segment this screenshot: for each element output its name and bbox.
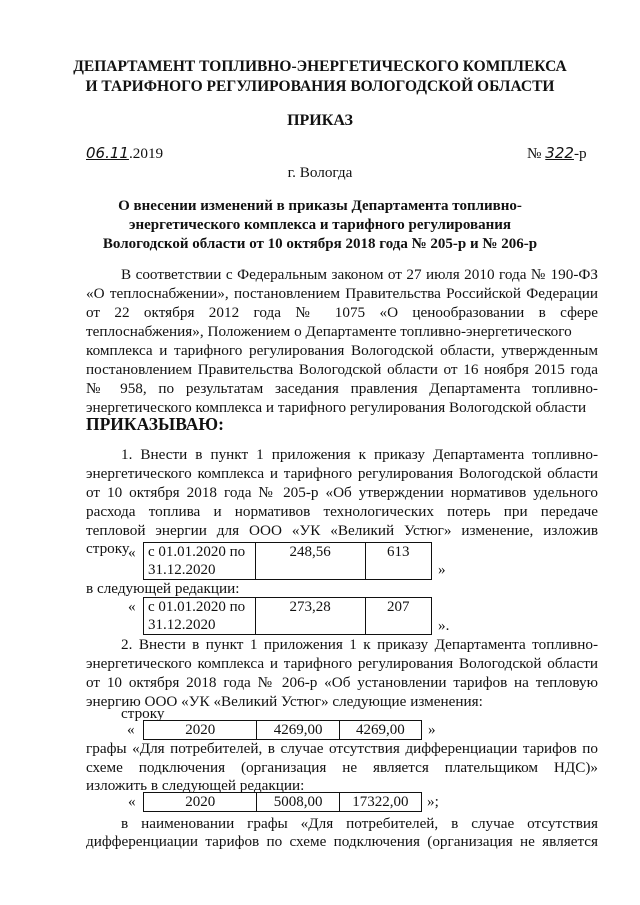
graphs-text-line: изложить в следующей редакции: (86, 777, 305, 794)
handwritten-date: 06.11 (86, 144, 129, 162)
period-line1: с 01.01.2020 по (148, 544, 246, 560)
quote-open: « (127, 721, 135, 738)
final-text-line: в наименовании графы «Для потребителей, в случае отсутствия (121, 815, 598, 832)
graphs-text-line: схеме подключения (организация не является плательщиком НДС)» (86, 759, 598, 776)
final-text-line: дифференциации тарифов по схеме подключения (организация не является (86, 833, 598, 850)
preamble-line: от 22 октября 2012 года № 1075 «О ценообразовании в сфере (86, 304, 598, 321)
preamble-line: № 958, по результатам заседания правления Департамента топливно- (86, 380, 598, 397)
handwritten-number: 322 (545, 144, 574, 162)
graphs-text-line: графы «Для потребителей, в случае отсутствия дифференциации тарифов по (86, 740, 598, 757)
period-cell (144, 543, 256, 580)
period-line2: 31.12.2020 (148, 617, 216, 633)
quote-close: ». (438, 617, 450, 634)
new-edition-label: в следующей редакции: (86, 580, 240, 597)
order-number (527, 144, 587, 163)
preamble-line: энергетического комплекса и тарифного регулирования Вологодской области (86, 399, 587, 416)
value2-cell: 17322,00 (339, 793, 421, 812)
value1-cell: 4269,00 (257, 721, 339, 740)
quote-open: « (128, 598, 136, 615)
row-word: строку (121, 705, 165, 722)
order-word: ПРИКАЗЫВАЮ: (86, 414, 224, 434)
item1-line: тепловой энергии для ООО «УК «Великий Устюг» изменение, изложив (86, 522, 598, 539)
year-cell: 2020 (144, 793, 257, 812)
year-cell: 2020 (144, 721, 257, 740)
item1-line: энергетического комплекса и тарифного регулирования Вологодской области (86, 465, 598, 482)
preamble-line: теплоснабжения», Положением о Департаменте топливно-энергетического (86, 323, 572, 340)
table1-new (143, 597, 432, 635)
document-type: ПРИКАЗ (287, 112, 353, 129)
quote-close: »; (427, 793, 439, 810)
city: г. Вологда (287, 164, 353, 181)
title-line3: Вологодской области от 10 октября 2018 года № 205-р и № 206-р (102, 236, 538, 252)
value1-cell: 5008,00 (257, 793, 339, 812)
quote-open: « (128, 793, 136, 810)
period-line1: с 01.01.2020 по (148, 599, 246, 615)
period-cell (144, 598, 256, 635)
item1-line: строку (86, 540, 130, 557)
table2-new (143, 792, 422, 812)
value2-cell: 207 (365, 598, 431, 635)
item1-line: 1. Внести в пункт 1 приложения к приказу Департамента топливно- (121, 446, 598, 463)
title-line1: О внесении изменений в приказы Департамента топливно- (118, 198, 522, 214)
item2-line: энергетического комплекса и тарифного регулирования Вологодской области (86, 655, 598, 672)
value1-cell: 248,56 (255, 543, 365, 580)
date-year: .2019 (128, 145, 164, 162)
quote-close: » (428, 721, 436, 738)
department-name-line1: ДЕПАРТАМЕНТ ТОПЛИВНО-ЭНЕРГЕТИЧЕСКОГО КОМПЛЕКСА (73, 58, 567, 75)
number-prefix: № (527, 145, 542, 162)
item2-line: от 10 октября 2018 года № 206-р «Об установлении тарифов на тепловую (86, 674, 598, 691)
preamble-line: постановлением Правительства Вологодской области от 16 ноября 2015 года (86, 361, 598, 378)
item1-line: расхода топлива и нормативов технологических потерь при передаче (86, 503, 598, 520)
item2-line: 2. Внести в пункт 1 приложения 1 к приказу Департамента топливно- (121, 636, 598, 653)
order-date (86, 144, 163, 163)
table1-old (143, 542, 432, 580)
quote-close: » (438, 561, 446, 578)
table2-old (143, 720, 422, 740)
preamble-line: комплекса и тарифного регулирования Вологодской области, утвержденным (86, 342, 598, 359)
preamble-line: «О теплоснабжении», постановлением Правительства Российской Федерации (86, 285, 598, 302)
title-line2: энергетического комплекса и тарифного регулирования (128, 217, 512, 233)
preamble-line: В соответствии с Федеральным законом от 27 июля 2010 года № 190-ФЗ (121, 266, 598, 283)
number-suffix: -р (573, 145, 587, 162)
item1-line: от 10 октября 2018 года № 205-р «Об утверждении нормативов удельного (86, 484, 598, 501)
quote-open: « (128, 544, 136, 561)
department-name-line2: И ТАРИФНОГО РЕГУЛИРОВАНИЯ ВОЛОГОДСКОЙ ОБЛАСТИ (85, 78, 555, 95)
value2-cell: 4269,00 (339, 721, 421, 740)
item2-line: энергию ООО «УК «Великий Устюг» следующие изменения: (86, 693, 483, 710)
value1-cell: 273,28 (255, 598, 365, 635)
value2-cell: 613 (365, 543, 431, 580)
period-line2: 31.12.2020 (148, 562, 216, 578)
